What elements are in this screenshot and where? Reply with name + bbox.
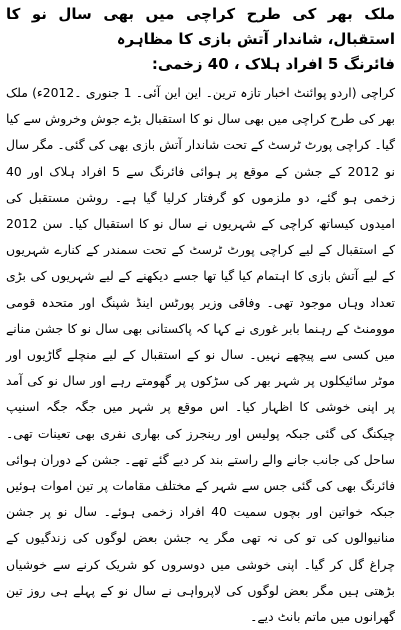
headline-line-1: ملک بھر کی طرح کراچی میں بھی سال نو کا استقبال، شاندار آتش بازی کا مظاہرہ [6,5,395,48]
article-body: کراچی (اردو پوائنٹ اخبار تازہ ترین۔ این این آئی۔ 1 جنوری ۔2012ء) ملک بھر کی طرح کراچی میں بھی سال نو کا استقبال بڑے جوش وخروش سے کیا گیا۔ کراچی پورٹ ٹرسٹ کے تحت شاندار آتش بازی بھی کی گئی۔ مگر سال نو 2012 کے جشن کے موقع پر ہوائی فائرنگ سے 5 افراد ہلاک اور 40 زخمی ہو گئے، دو ملزموں کو گرفتار کرلیا گیا ہے۔ روشن مستقبل کی امیدوں کیساتھ کراچی کے شہریوں نے سال نو کا استقبال کیا۔ سن 2012 کے استقبال کے لیے کراچی پورٹ ٹرسٹ کے تحت سمندر کے کنارے شہریوں کے لیے آتش بازی کا اہتمام کیا گیا تھا جسے دیکھنے کے لیے شہریوں کی بڑی تعداد وہاں موجود تھی۔ وفاقی وزیر پورٹس اینڈ شپنگ اور متحدہ قومی موومنٹ کے رہنما بابر غوری نے کہا کہ پاکستانی بھی سال نو کا جشن منانے میں کسی سے پیچھے نہیں۔ سال نو کے استقبال کے لیے منچلے گاڑیوں اور موٹر سائیکلوں پر شہر بھر کی سڑکوں پر گھومتے رہے اور سال نو کی آمد پر اپنی خوشی کا اظہار کیا۔ اس موقع پر شہر میں جگہ جگہ اسنیپ چیکنگ کی گئی جبکہ پولیس اور رینجرز کی بھاری نفری بھی تعینات تھی۔ ساحل کی جانب جانے والے راستے بند کر دیے گئے تھے۔ جشن کے دوران ہوائی فائرنگ بھی کی گئی جس سے شہر کے مختلف مقامات پر تین اموات ہوئیں جبکہ خواتین اور بچوں سمیت 40 افراد زخمی ہوئے۔ سال نو پر جشن منانیوالوں کی تو کی نہ تھی مگر یہ جشن بعض لوگوں کی زندگیوں کے چراغ گل کر گیا۔ اپنی خوشی میں دوسروں کو شریک کرنے سے خوشیاں بڑھتی ہیں مگر بعض لوگوں کی لاپرواہی نے سال نو کے پہلے ہی روز تین گھرانوں میں ماتم بانٹ دیے۔ [6,85,396,625]
headline-line-2: فائرنگ 5 افراد ہلاک ، 40 زخمی: [151,55,395,73]
article-headline [6,2,395,77]
